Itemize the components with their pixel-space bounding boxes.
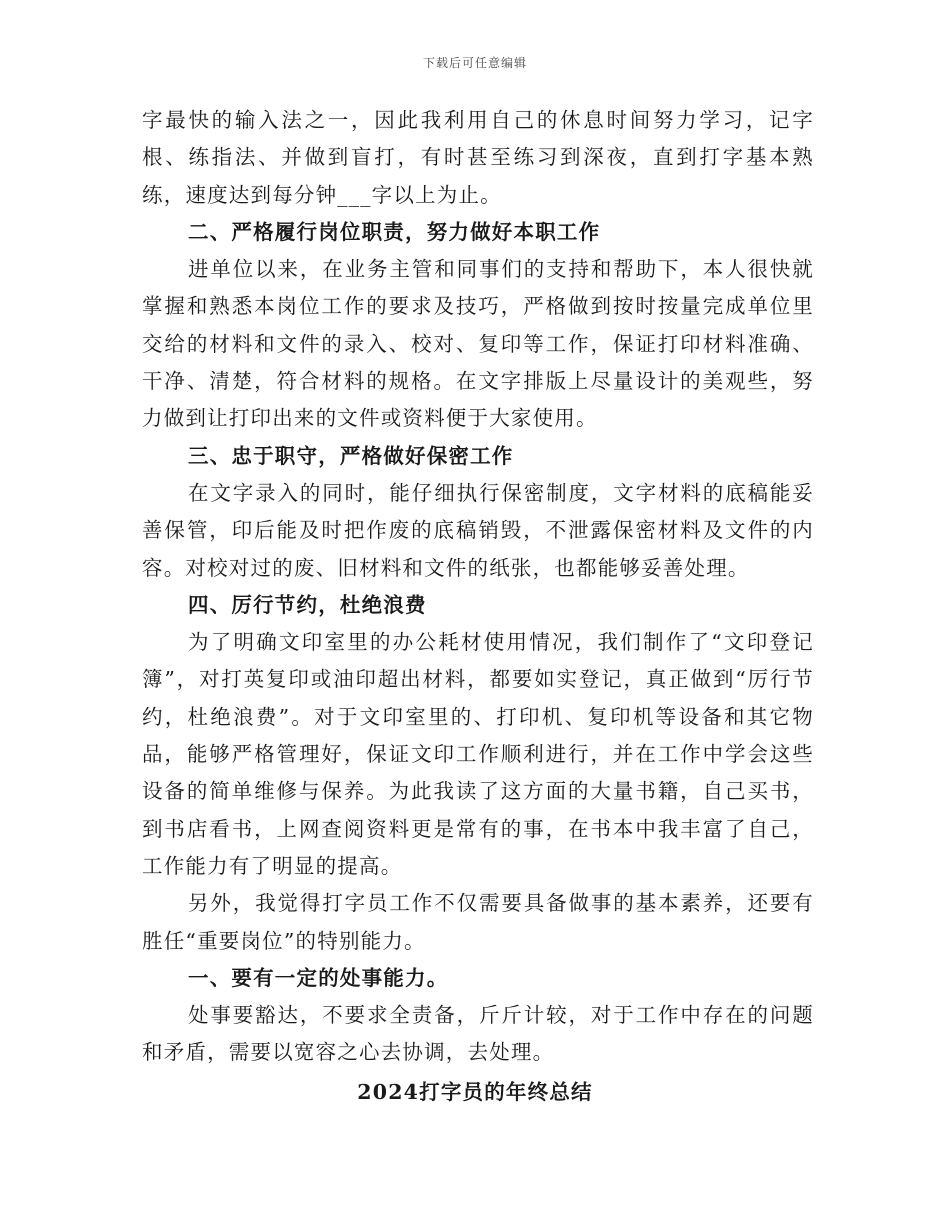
section-heading-2: 二、严格履行岗位职责，努力做好本职工作 <box>188 219 601 244</box>
section-heading-3: 三、忠于职守，严格做好保密工作 <box>188 443 514 468</box>
paragraph-duties: 进单位以来，在业务主管和同事们的支持和帮助下，本人很快就掌握和熟悉本岗位工作的要求及技巧，严格做到按时按量完成单位里交给的材料和文件的录入、校对、复印等工作，保证打印材料准确、干净、清楚，符合材料的规格。在文字排版上尽量设计的美观些，努力做到让打印出来的文件或资料便于大家使用。 <box>142 257 814 431</box>
section-heading-1: 一、要有一定的处事能力。 <box>188 965 449 990</box>
page-header-note: 下载后可任意编辑 <box>422 56 527 70</box>
paragraph-thrift: 为了明确文印室里的办公耗材使用情况，我们制作了“文印登记簿”，对打英复印或油印超出材料，都要如实登记，真正做到“厉行节约，杜绝浪费”。对于文印室里的、打印机、复印机等设备和其它物品，能够严格管理好，保证文印工作顺利进行，并在工作中学会这些设备的简单维修与保养。为此我读了这方面的大量书籍，自己买书，到书店看书，上网查阅资料更是常有的事，在书本中我丰富了自己，工作能力有了明显的提高。 <box>142 630 814 878</box>
paragraph-continuation: 字最快的输入法之一，因此我利用自己的休息时间努力学习，记字根、练指法、并做到盲打，有时甚至练习到深夜，直到打字基本熟练，速度达到每分钟___字以上为止。 <box>142 108 814 207</box>
paragraph-additional: 另外，我觉得打字员工作不仅需要具备做事的基本素养，还要有胜任“重要岗位”的特别能力。 <box>142 891 814 953</box>
paragraph-confidentiality: 在文字录入的同时，能仔细执行保密制度，文字材料的底稿能妥善保管，印后能及时把作废的底稿销毁，不泄露保密材料及文件的内容。对校对过的废、旧材料和文件的纸张，也都能够妥善处理。 <box>142 480 814 580</box>
document-body <box>142 102 814 1072</box>
paragraph-handling: 处事要豁达，不要求全责备，斤斤计较，对于工作中存在的问题和矛盾，需要以宽容之心去协调，去处理。 <box>142 1003 814 1065</box>
document-title: 2024打字员的年终总结 <box>357 1080 593 1104</box>
section-heading-4: 四、厉行节约，杜绝浪费 <box>188 592 427 617</box>
